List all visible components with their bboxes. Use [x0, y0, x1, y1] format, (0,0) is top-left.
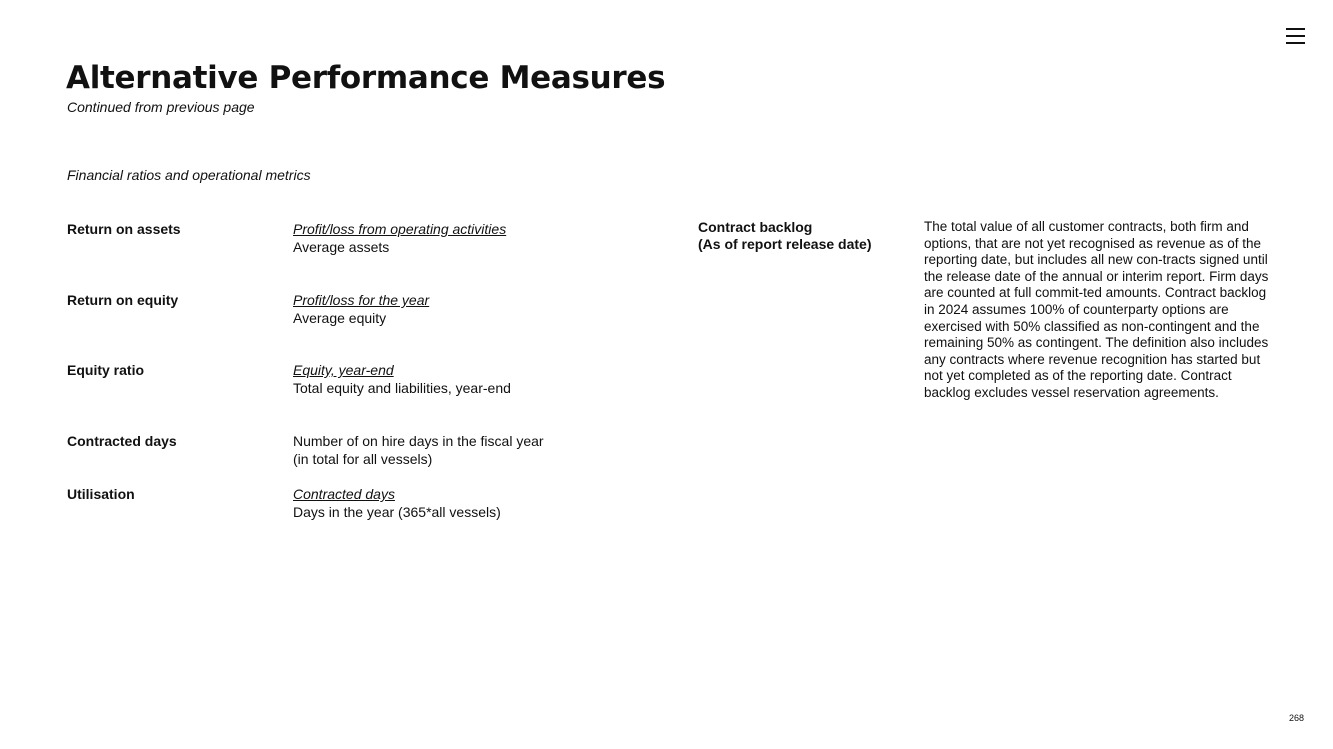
measure-formula-equity-ratio	[293, 361, 511, 397]
page-title: Alternative Performance Measures	[66, 60, 666, 96]
label-line: (As of report release date)	[698, 236, 872, 252]
formula-denominator: Days in the year (365*all vessels)	[293, 504, 501, 520]
formula-numerator: Contracted days	[293, 486, 395, 502]
menu-bar	[1286, 35, 1305, 37]
definition-line: (in total for all vessels)	[293, 451, 433, 467]
label-line: Contract backlog	[698, 219, 813, 235]
menu-bar	[1286, 28, 1305, 30]
measure-label-return-on-assets: Return on assets	[67, 221, 181, 237]
measure-label-return-on-equity: Return on equity	[67, 292, 179, 308]
formula-denominator: Total equity and liabilities, year-end	[293, 380, 511, 396]
formula-numerator: Equity, year-end	[293, 362, 394, 378]
measure-formula-utilisation	[293, 485, 501, 521]
section-heading: Financial ratios and operational metrics	[67, 167, 311, 183]
measure-label-contract-backlog	[698, 219, 872, 253]
measure-formula-return-on-equity	[293, 291, 429, 327]
measure-formula-return-on-assets	[293, 220, 506, 256]
page-subtitle: Continued from previous page	[67, 99, 255, 115]
measure-label-contracted-days: Contracted days	[67, 433, 177, 449]
formula-denominator: Average equity	[293, 310, 387, 326]
formula-numerator: Profit/loss from operating activities	[293, 221, 507, 237]
hamburger-menu-icon[interactable]	[1286, 26, 1306, 46]
measure-label-utilisation: Utilisation	[67, 486, 135, 502]
formula-numerator: Profit/loss for the year	[293, 292, 430, 308]
measure-description-contract-backlog: The total value of all customer contracts, both firm and options, that are not yet recognised as revenue as of the reporting date, but includes all new con-tracts signed until the release date of the annual or interim report. Firm days are counted at full commit-ted amounts. Contract backlog in 2024 assumes 100% of counterparty options are exercised with 50% classified as non-contingent and the remaining 50% as contingent. The definition also includes any contracts where revenue recognition has started but not yet completed as of the reporting date. Contract backlog excludes vessel reservation agreements.	[924, 219, 1269, 400]
page-number: 268	[1289, 713, 1305, 723]
measure-label-equity-ratio: Equity ratio	[67, 362, 145, 378]
measure-definition-contracted-days	[293, 432, 544, 468]
menu-bar	[1286, 42, 1305, 44]
formula-denominator: Average assets	[293, 239, 390, 255]
definition-line: Number of on hire days in the fiscal year	[293, 433, 544, 449]
